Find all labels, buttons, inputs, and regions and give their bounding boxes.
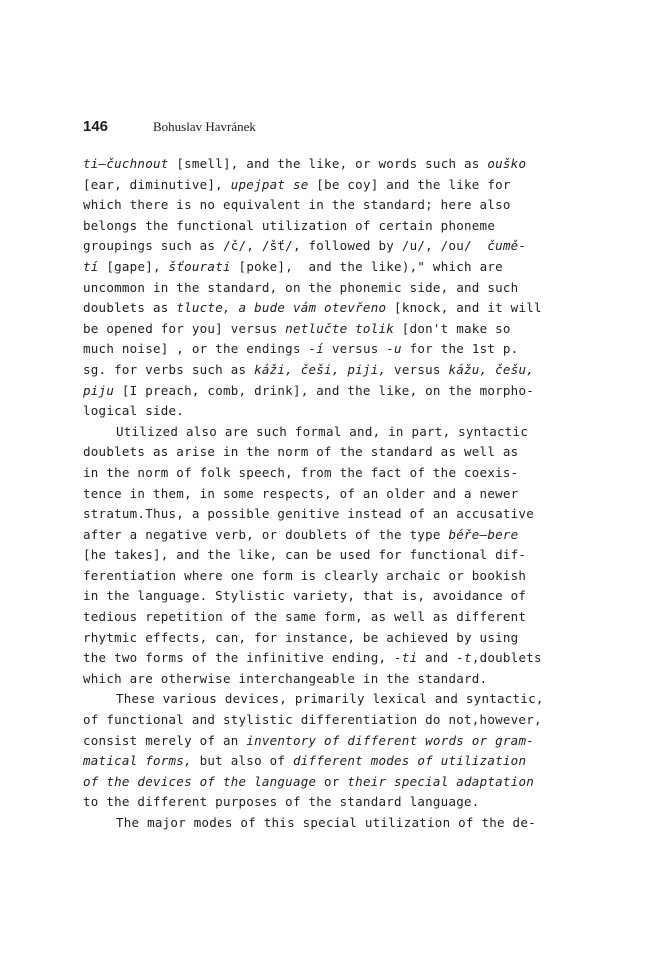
italic-segment: different modes of utilization [292, 753, 527, 769]
italic-segment: -u [386, 341, 402, 357]
italic-segment: tlucte, a bude vám otevřeno [176, 300, 387, 316]
italic-segment: čumě- [487, 238, 527, 254]
text-line [83, 360, 573, 381]
italic-segment: piju [83, 382, 115, 398]
text-segment: [be coy] and the like for [308, 176, 511, 192]
text-line [83, 648, 573, 669]
text-segment: which are otherwise interchangeable in the standard. [83, 670, 488, 686]
text-line [83, 751, 573, 772]
text-segment: for the 1st p. [401, 341, 519, 357]
text-line [83, 339, 573, 360]
text-segment: be opened for you] versus [83, 320, 286, 336]
text-segment: Utilized also are such formal and, in part, syntactic [116, 423, 529, 439]
text-segment: the two forms of the infinitive ending, [83, 650, 395, 666]
text-segment: ferentiation where one form is clearly archaic or bookish [83, 567, 527, 583]
text-segment: or [316, 773, 348, 789]
text-segment: doublets as arise in the norm of the standard as well as [83, 444, 519, 460]
text-segment: [I preach, comb, drink], and the like, on the morpho- [114, 382, 534, 398]
text-segment: which there is no equivalent in the standard; here also [83, 197, 511, 213]
text-line [83, 792, 573, 813]
text-segment: [gape], [98, 258, 169, 274]
text-line [83, 236, 573, 257]
text-segment: sg. for verbs such as [83, 361, 255, 377]
text-segment: tence in them, in some respects, of an older and a newer [83, 485, 519, 501]
text-line [83, 216, 573, 237]
text-segment: versus [324, 341, 387, 357]
text-line [83, 484, 573, 505]
text-segment: logical side. [83, 403, 185, 419]
text-line [83, 154, 573, 175]
text-line [83, 628, 573, 649]
text-segment: The major modes of this special utilization of the de- [116, 815, 536, 830]
text-segment: [ear, diminutive], [83, 176, 231, 192]
text-line [83, 422, 573, 443]
text-line [83, 607, 573, 628]
text-line [83, 298, 573, 319]
body-text [83, 154, 573, 834]
text-segment: [don't make so [394, 320, 511, 336]
running-head: Bohuslav Havránek [153, 119, 256, 134]
text-segment: of functional and stylistic differentiation do not,however, [83, 712, 542, 728]
text-segment: [poke], and the like)," which are [230, 258, 503, 274]
text-segment: ,doublets [471, 650, 542, 666]
text-segment: groupings such as /č/, /šť/, followed by /u/, /ou/ [83, 238, 488, 254]
text-segment: belongs the functional utilization of certain phoneme [83, 217, 496, 233]
text-segment: tedious repetition of the same form, as well as different [83, 609, 527, 625]
text-line [83, 381, 573, 402]
text-segment: but also of [191, 753, 293, 769]
text-line [83, 278, 573, 299]
text-segment: in the language. Stylistic variety, that is, avoidance of [83, 588, 527, 604]
page-number: 146 [83, 118, 109, 135]
text-segment: [he takes], and the like, can be used for functional dif- [83, 547, 527, 563]
italic-segment: šťourati [168, 258, 231, 274]
text-segment: and [417, 650, 457, 666]
text-line [83, 175, 573, 196]
italic-segment: of the devices of the language [83, 773, 317, 789]
text-segment: doublets as [83, 300, 177, 316]
italic-segment: káži, češi, piji, [254, 361, 387, 377]
text-line [83, 813, 573, 834]
text-segment: uncommon in the standard, on the phonemic side, and such [83, 279, 519, 295]
italic-segment: tí [83, 258, 99, 274]
italic-segment: -í [308, 341, 325, 357]
text-line [83, 442, 573, 463]
italic-segment: inventory of different words or gram- [246, 732, 534, 748]
text-line [83, 545, 573, 566]
text-line [83, 772, 573, 793]
italic-segment: their special adaptation [347, 773, 535, 789]
text-segment: much noise] , or the endings [83, 341, 309, 357]
italic-segment: béře—bere [448, 526, 519, 542]
text-line [83, 257, 573, 278]
italic-segment: -t [456, 650, 472, 666]
text-segment: [knock, and it will [386, 300, 542, 316]
text-line [83, 401, 573, 422]
text-segment: rhytmic effects, can, for instance, be achieved by using [83, 629, 519, 645]
text-segment: versus [386, 361, 449, 377]
text-line [83, 566, 573, 587]
text-line [83, 689, 573, 710]
italic-segment: matical forms, [83, 753, 192, 769]
text-segment: after a negative verb, or doublets of the type [83, 526, 449, 542]
text-line [83, 586, 573, 607]
text-line [83, 710, 573, 731]
italic-segment: kážu, češu, [448, 361, 535, 377]
text-line [83, 463, 573, 484]
page-header [83, 118, 256, 138]
italic-segment: ouško [487, 156, 527, 171]
italic-segment: upejpat se [230, 176, 309, 192]
text-segment: stratum.Thus, a possible genitive instead of an accusative [83, 506, 534, 522]
italic-segment: ti—čuchnout [83, 156, 169, 171]
text-line [83, 731, 573, 752]
text-line [83, 319, 573, 340]
text-line [83, 195, 573, 216]
italic-segment: netlučte tolik [285, 320, 395, 336]
text-segment: in the norm of folk speech, from the fact of the coexis- [83, 464, 519, 480]
text-segment: These various devices, primarily lexical and syntactic, [116, 691, 544, 707]
text-segment: consist merely of an [83, 732, 247, 748]
italic-segment: -ti [394, 650, 418, 666]
text-segment: to the different purposes of the standard language. [83, 794, 480, 810]
text-line [83, 525, 573, 546]
text-line [83, 669, 573, 690]
text-line [83, 504, 573, 525]
text-segment: [smell], and the like, or words such as [168, 156, 488, 171]
